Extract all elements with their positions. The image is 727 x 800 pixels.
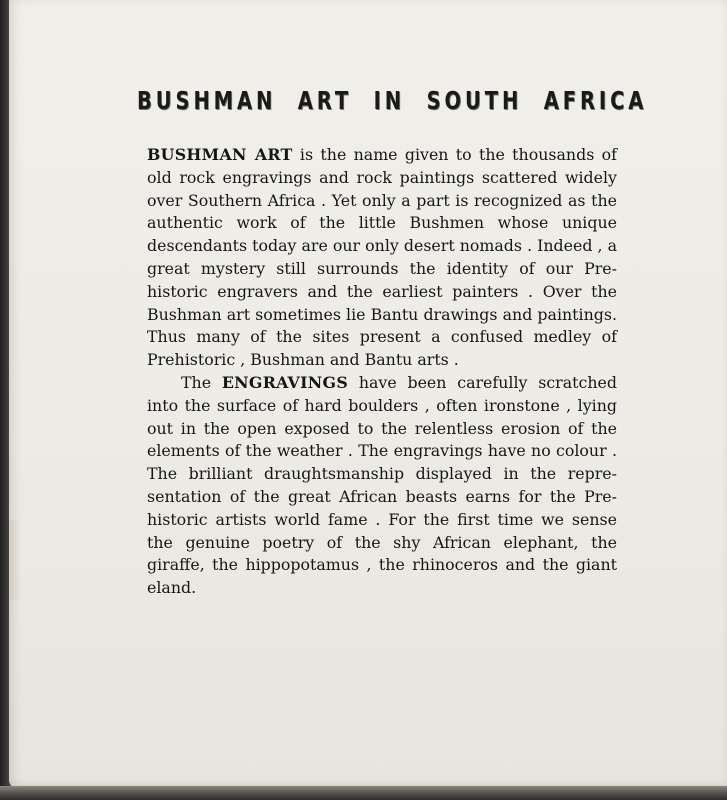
paragraph-1-lead: BUSHMAN ART bbox=[147, 145, 293, 164]
paragraph-2 bbox=[147, 372, 617, 600]
page-edge-shadow bbox=[9, 520, 19, 600]
paragraph-2-before: The bbox=[181, 372, 222, 392]
book-page bbox=[9, 0, 727, 788]
paragraph-2-lead: ENGRAVINGS bbox=[221, 372, 349, 392]
paragraph-1-text: is the name given to the thousands of old rock engravings and rock paintings scattered widely over Southern Africa . Yet only a part is recognized as the authentic work of the little Bushmen whose unique descendants today are our only desert nomads . Indeed , a great mystery still surrounds the identity of our Pre-historic engravers and the earliest painters . Over the Bushman art sometimes lie Bantu drawings and paintings. Thus many of the sites present a confused medley of Prehistoric , Bushman and Bantu arts . bbox=[147, 145, 617, 370]
paragraph-2-text: have been carefully scratched into the surface of hard boulders , often ironstone , lying out in the open exposed to the relentless erosion of the elements of the weather . The engravings have no colour . The brilliant draughtsmanship displayed in the repre-sentation of the great African beasts earns for the Pre-historic artists world fame . For the first time we sense the genuine poetry of the shy African elephant, the giraffe, the hippopotamus , the rhinoceros and the giant eland. bbox=[147, 372, 617, 598]
body-text bbox=[147, 144, 617, 600]
paragraph-1 bbox=[147, 144, 617, 372]
page-title: BUSHMAN ART IN SOUTH AFRICA bbox=[137, 86, 648, 115]
table-backdrop-bottom bbox=[0, 786, 727, 800]
